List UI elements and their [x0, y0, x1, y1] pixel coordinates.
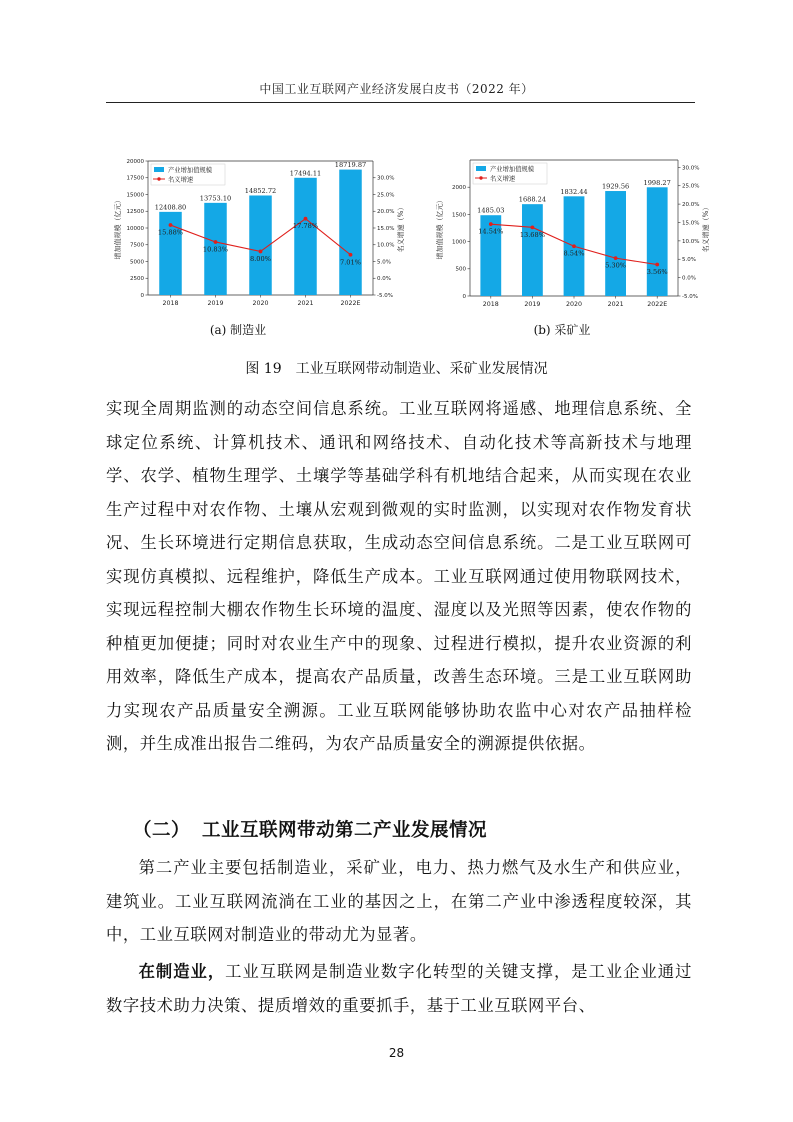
page-number: 28 — [388, 1046, 405, 1060]
section-title: 工业互联网带动第二产业发展情况 — [202, 820, 488, 841]
legend-line-label: 名义增速 — [490, 175, 516, 183]
x-tick-label: 2020 — [565, 301, 583, 308]
legend-bar-swatch — [154, 167, 164, 172]
legend-bar-swatch — [476, 166, 486, 171]
bar-value-label: 14852.72 — [244, 186, 277, 195]
y2-tick-label: 25.0% — [377, 192, 395, 199]
y-tick-label: 15000 — [126, 192, 144, 199]
bar-value-label: 12408.80 — [154, 203, 187, 212]
legend-line-marker — [479, 176, 482, 179]
bar-value-label: 1929.56 — [601, 182, 630, 191]
growth-point — [169, 223, 173, 227]
legend-bar-label: 产业增加值规模 — [168, 167, 213, 174]
figure-caption — [0, 358, 793, 378]
y-tick-label: 1000 — [452, 239, 466, 246]
subcaption-mining: (b) 采矿业 — [533, 323, 591, 337]
section-heading — [133, 816, 487, 842]
y2-tick-label: 5.0% — [682, 257, 696, 264]
subcaption-manufacturing: (a) 制造业 — [209, 323, 267, 337]
growth-value-label: 15.88% — [157, 228, 184, 237]
x-tick-label: 2019 — [524, 301, 541, 308]
y-tick-label: 2000 — [452, 185, 466, 192]
legend-bar-label: 产业增加值规模 — [490, 166, 535, 173]
y2-tick-label: 30.0% — [682, 165, 700, 172]
chart-manufacturing-svg — [106, 150, 406, 310]
y-axis-title: 增加值规模（亿元） — [436, 196, 444, 260]
y2-tick-label: 15.0% — [377, 225, 395, 232]
x-tick-label: 2022E — [647, 301, 668, 308]
figure-caption-text: 工业互联网带动制造业、采矿业发展情况 — [295, 361, 548, 377]
growth-point — [572, 244, 576, 248]
paragraph-manufacturing-text: 工业互联网是制造业数字化转型的关键支撑，是工业企业通过数字技术助力决策、提质增效的重要抓手，基于工业互联网平台、 — [106, 962, 692, 1015]
growth-point — [214, 240, 218, 244]
y2-tick-label: 30.0% — [377, 175, 395, 182]
bar-value-label: 1485.03 — [477, 206, 505, 215]
growth-point — [304, 217, 308, 221]
y2-tick-label: 0.0% — [682, 275, 696, 282]
growth-point — [655, 263, 659, 267]
bar — [647, 187, 668, 296]
y2-tick-label: 20.0% — [377, 209, 395, 216]
growth-value-label: 7.01% — [340, 258, 361, 267]
growth-value-label: 3.56% — [646, 268, 668, 277]
x-tick-label: 2018 — [162, 300, 179, 307]
header-rule — [106, 102, 695, 103]
chart-mining-svg — [432, 150, 732, 310]
bar — [339, 170, 362, 295]
chart-mining — [432, 150, 732, 310]
y2-tick-label: 20.0% — [682, 202, 700, 209]
y-tick-label: 500 — [455, 266, 466, 273]
bar — [294, 178, 317, 295]
paragraph-lead-bold: 在制造业， — [138, 962, 226, 981]
growth-value-label: 13.68% — [519, 230, 545, 239]
legend-line-label: 名义增速 — [168, 176, 194, 184]
growth-value-label: 14.54% — [478, 227, 504, 236]
y2-tick-label: 5.0% — [377, 259, 391, 266]
bar-value-label: 1688.24 — [518, 195, 547, 204]
growth-point — [614, 256, 618, 260]
y-tick-label: 17500 — [126, 175, 144, 182]
growth-point — [489, 222, 493, 226]
y2-tick-label: 15.0% — [682, 220, 700, 227]
bar-value-label: 13753.10 — [199, 194, 232, 203]
y2-axis-title: 名义增速（%） — [702, 203, 710, 253]
growth-value-label: 5.30% — [605, 261, 627, 270]
growth-value-label: 10.83% — [202, 245, 229, 254]
x-tick-label: 2022E — [340, 300, 361, 307]
y2-tick-label: 25.0% — [682, 183, 700, 190]
paragraph-agriculture: 实现全周期监测的动态空间信息系统。工业互联网将遥感、地理信息系统、全球定位系统、计算机技术、通讯和网络技术、自动化技术等高新技术与地理学、农学、植物生理学、土壤学等基础学科有机地结合起来，从而实现在农业生产过程中对农作物、土壤从宏观到微观的实时监测，以实现对农作物发育状况、生长环境进行定期信息获取，生成动态空间信息系统。二是工业互联网可实现仿真模拟、远程维护，降低生产成本。工业互联网通过使用物联网技术，实现远程控制大棚农作物生长环境的温度、湿度以及光照等因素，使农作物的种植更加便捷；同时对农业生产中的现象、过程进行模拟，提升农业资源的利用效率，降低生产成本，提高农产品质量，改善生态环境。三是工业互联网助力实现农产品质量安全溯源。工业互联网能够协助农监中心对农产品抽样检测，并生成准出报告二维码，为农产品质量安全的溯源提供依据。 — [106, 399, 692, 753]
bar-value-label: 1998.27 — [643, 178, 671, 187]
x-tick-label: 2018 — [482, 301, 499, 308]
y2-tick-label: 10.0% — [377, 242, 395, 249]
section-number: （二） — [133, 820, 191, 841]
paragraph-secondary-industry: 第二产业主要包括制造业，采矿业，电力、热力燃气及水生产和供应业，建筑业。工业互联网流淌在工业的基因之上，在第二产业中渗透程度较深，其中，工业互联网对制造业的带动尤为显著。 — [106, 858, 692, 944]
y-tick-label: 10000 — [126, 225, 144, 232]
y2-tick-label: -5.0% — [377, 292, 393, 299]
y-tick-label: 7500 — [130, 242, 144, 249]
bar — [605, 191, 626, 296]
chart-manufacturing — [106, 150, 406, 310]
y2-tick-label: -5.0% — [682, 293, 698, 300]
y2-tick-label: 0.0% — [377, 276, 391, 283]
growth-value-label: 8.54% — [563, 249, 585, 258]
bar — [519, 204, 545, 296]
figure-number: 图 19 — [245, 361, 282, 377]
bar-value-label: 17494.11 — [289, 169, 322, 178]
y2-tick-label: 10.0% — [682, 238, 700, 245]
y-tick-label: 0 — [140, 292, 144, 299]
x-tick-label: 2021 — [297, 300, 314, 307]
x-tick-label: 2020 — [252, 300, 269, 307]
growth-point — [531, 225, 535, 229]
paragraph-manufacturing — [106, 955, 692, 1022]
growth-point — [349, 253, 353, 257]
growth-value-label: 8.00% — [250, 254, 271, 263]
x-tick-label: 2019 — [207, 300, 224, 307]
y-tick-label: 12500 — [126, 209, 144, 216]
y-tick-label: 2500 — [130, 276, 144, 283]
x-tick-label: 2021 — [607, 301, 624, 308]
legend-line-marker — [157, 177, 160, 180]
y-tick-label: 0 — [462, 293, 466, 300]
running-header: 中国工业互联网产业经济发展白皮书（2022 年） — [259, 82, 534, 96]
y-tick-label: 1500 — [452, 212, 466, 219]
y-tick-label: 5000 — [130, 259, 144, 266]
growth-point — [259, 250, 263, 254]
growth-value-label: 17.78% — [292, 222, 319, 231]
y-tick-label: 20000 — [126, 158, 144, 165]
bar-value-label: 18719.87 — [334, 161, 367, 170]
bar-value-label: 1832.44 — [560, 187, 588, 196]
y-axis-title: 增加值规模（亿元） — [114, 196, 122, 260]
y2-axis-title: 名义增速（%） — [397, 203, 405, 253]
